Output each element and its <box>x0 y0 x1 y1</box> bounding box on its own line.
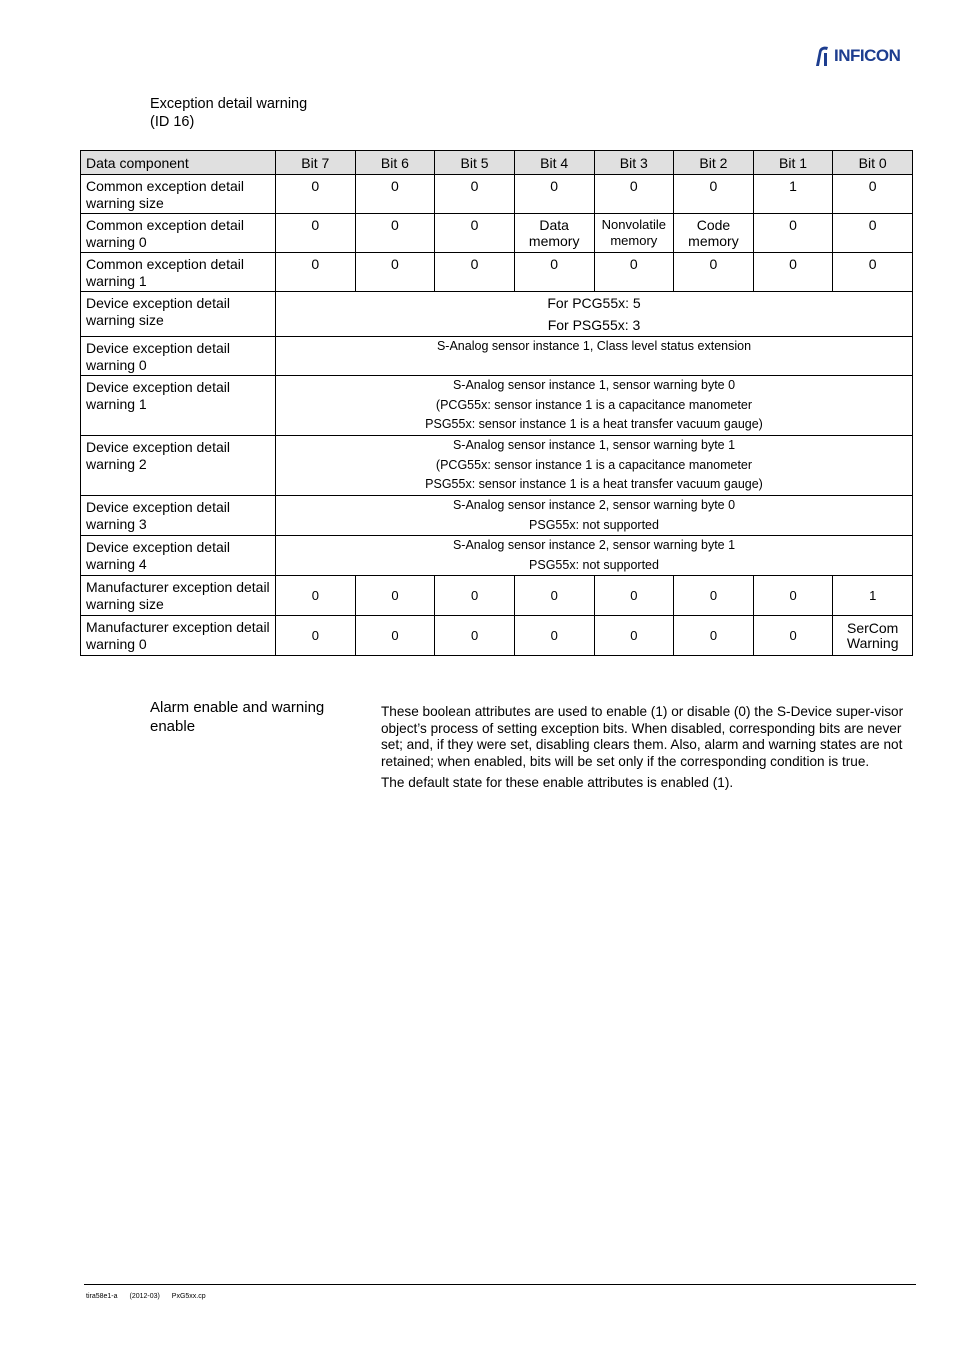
bit-cell: 0 <box>514 175 594 214</box>
table-row <box>81 496 913 536</box>
bit-cell: 0 <box>435 253 515 292</box>
bit-cell: Code memory <box>674 214 754 253</box>
span-line: PSG55x: sensor instance 1 is a heat transfer vacuum gauge) <box>425 477 763 491</box>
footer-divider <box>84 1284 916 1285</box>
bit-cell: 0 <box>833 214 913 253</box>
table-row <box>81 175 913 214</box>
bit-cell: 0 <box>594 253 674 292</box>
bit-cell: 0 <box>355 214 435 253</box>
span-line: (PCG55x: sensor instance 1 is a capacitance manometer <box>435 457 753 472</box>
bit-cell: 0 <box>355 253 435 292</box>
row-component: Common exception detail warning 0 <box>81 214 276 253</box>
bit-cell: 0 <box>276 253 356 292</box>
bit-cell: 0 <box>355 616 435 656</box>
bit-cell: 0 <box>435 576 515 616</box>
bit-cell: 0 <box>674 576 754 616</box>
bit-cell: 0 <box>833 253 913 292</box>
section-title-line2: (ID 16) <box>150 114 195 130</box>
exception-detail-warning-table <box>80 150 913 656</box>
span-cell <box>276 536 913 576</box>
table-row <box>81 616 913 656</box>
bit-cell: 0 <box>276 576 356 616</box>
row-component: Device exception detail warning size <box>81 292 276 337</box>
span-cell <box>276 337 913 376</box>
table-header-row <box>81 151 913 175</box>
header-bit-6: Bit 6 <box>355 151 435 175</box>
span-line: PSG55x: not supported <box>529 557 659 572</box>
inficon-logo-mark-icon <box>812 45 832 67</box>
bit-cell: 0 <box>435 175 515 214</box>
bit-cell: 0 <box>355 576 435 616</box>
table-row <box>81 436 913 496</box>
header-bit-5: Bit 5 <box>435 151 515 175</box>
row-component: Manufacturer exception detail warning size <box>81 576 276 616</box>
bit-cell: 0 <box>276 616 356 656</box>
bit-cell: 0 <box>276 175 356 214</box>
span-line: S-Analog sensor instance 2, sensor warning byte 1 <box>452 538 736 552</box>
bit-cell: 0 <box>514 576 594 616</box>
table-row <box>81 292 913 337</box>
row-component: Manufacturer exception detail warning 0 <box>81 616 276 656</box>
row-component: Common exception detail warning 1 <box>81 253 276 292</box>
header-bit-4: Bit 4 <box>514 151 594 175</box>
header-bit-1: Bit 1 <box>753 151 833 175</box>
bit-cell: 0 <box>753 616 833 656</box>
table-row <box>81 576 913 616</box>
bit-cell: 0 <box>674 253 754 292</box>
row-component: Common exception detail warning size <box>81 175 276 214</box>
table-row <box>81 214 913 253</box>
bit-cell: 0 <box>355 175 435 214</box>
logo-text: INFICON <box>834 46 901 65</box>
row-component: Device exception detail warning 4 <box>81 536 276 576</box>
row-component: Device exception detail warning 0 <box>81 337 276 376</box>
alarm-paragraph-2: The default state for these enable attributes is enabled (1). <box>381 775 734 790</box>
inficon-logo <box>812 44 900 68</box>
span-line: For PCG55x: 5 <box>547 295 641 311</box>
span-cell <box>276 496 913 536</box>
span-line: PSG55x: not supported <box>529 517 659 532</box>
span-cell <box>276 436 913 496</box>
header-bit-0: Bit 0 <box>833 151 913 175</box>
span-line: S-Analog sensor instance 1, Class level status extension <box>436 339 752 353</box>
bit-cell: 0 <box>435 616 515 656</box>
span-line: S-Analog sensor instance 2, sensor warning byte 0 <box>452 498 736 512</box>
span-cell <box>276 376 913 436</box>
table-row <box>81 337 913 376</box>
row-component: Device exception detail warning 2 <box>81 436 276 496</box>
span-line: For PSG55x: 3 <box>547 317 641 333</box>
bit-cell: 0 <box>833 175 913 214</box>
alarm-heading: Alarm enable and warning enable <box>150 699 325 735</box>
section-title <box>150 95 307 131</box>
bit-cell: 0 <box>753 253 833 292</box>
footer-date: (2012-03) <box>129 1293 160 1300</box>
footer-file: PxG5xx.cp <box>171 1293 206 1300</box>
alarm-paragraph-1: These boolean attributes are used to enable (1) or disable (0) the S-Device super-visor object’s process of setting exception bits. When disabled, corresponding bits are never set; and, if they were set, disabling clears them. Also, alarm and warning states are not retained; when enabled, bits will be set only if the corresponding condition is true. <box>381 704 904 769</box>
span-line: S-Analog sensor instance 1, sensor warning byte 0 <box>452 378 736 392</box>
bit-cell: 0 <box>276 214 356 253</box>
table-row <box>81 536 913 576</box>
bit-cell: Nonvolatile memory <box>594 214 674 253</box>
bit-cell: 0 <box>514 253 594 292</box>
span-line: PSG55x: sensor instance 1 is a heat transfer vacuum gauge) <box>425 417 763 431</box>
header-bit-7: Bit 7 <box>276 151 356 175</box>
header-bit-2: Bit 2 <box>674 151 754 175</box>
bit-cell: 0 <box>594 175 674 214</box>
span-line: S-Analog sensor instance 1, sensor warning byte 1 <box>452 438 736 452</box>
header-data-component: Data component <box>81 151 276 175</box>
bit-cell: 0 <box>753 576 833 616</box>
footer <box>86 1293 216 1300</box>
span-cell <box>276 292 913 337</box>
alarm-description <box>381 704 913 797</box>
bit-cell: 1 <box>753 175 833 214</box>
row-component: Device exception detail warning 1 <box>81 376 276 436</box>
bit-cell: 0 <box>435 214 515 253</box>
span-line: (PCG55x: sensor instance 1 is a capacitance manometer <box>435 397 753 412</box>
row-component: Device exception detail warning 3 <box>81 496 276 536</box>
bit-cell: 0 <box>674 175 754 214</box>
table-row <box>81 253 913 292</box>
bit-cell: 0 <box>514 616 594 656</box>
footer-doc-id: tira58e1-a <box>86 1293 118 1300</box>
bit-cell: Data memory <box>514 214 594 253</box>
bit-cell: SerCom Warning <box>833 616 913 656</box>
table-row <box>81 376 913 436</box>
bit-cell: 1 <box>833 576 913 616</box>
bit-cell: 0 <box>674 616 754 656</box>
bit-cell: 0 <box>594 616 674 656</box>
section-title-line1: Exception detail warning <box>150 96 308 112</box>
bit-cell: 0 <box>753 214 833 253</box>
bit-cell: 0 <box>594 576 674 616</box>
header-bit-3: Bit 3 <box>594 151 674 175</box>
